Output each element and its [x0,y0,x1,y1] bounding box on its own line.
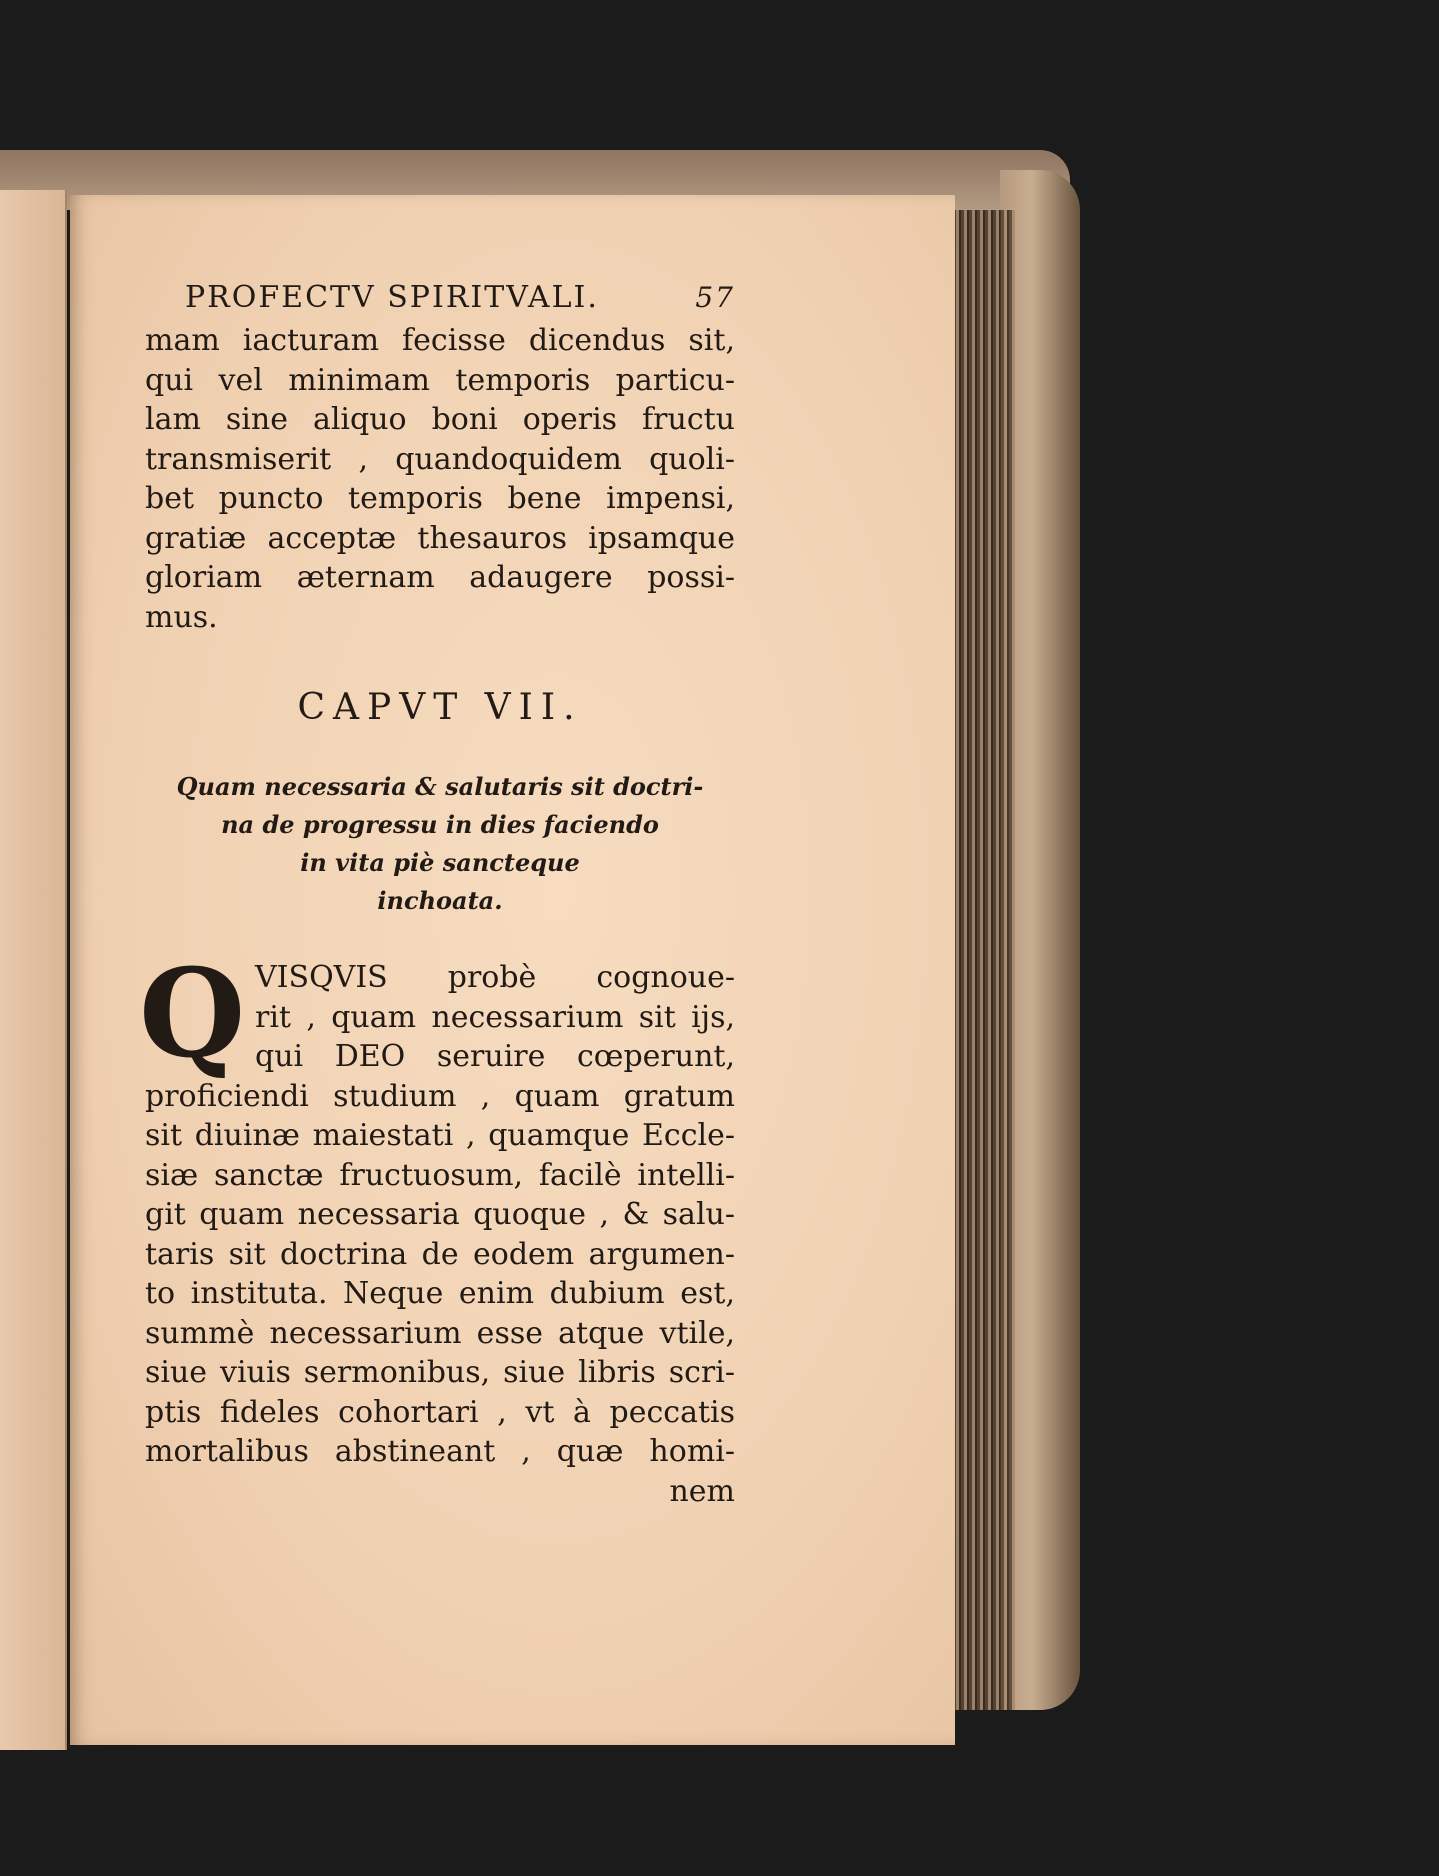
chapter-paragraph [139,941,735,1511]
drop-cap-initial: Q [139,941,246,1085]
subtitle-line: Quam necessaria & salutaris sit doctri- [176,772,704,801]
text-line: VISQVIS probè cognoue- [255,960,735,995]
subtitle-line: in vita piè sancteque [300,848,580,877]
left-page-margin [0,190,67,1750]
text-line: sit diuinæ maiestati , quamque Eccle- [145,1118,735,1153]
running-title: PROFECTV SPIRITVALI. [185,280,599,315]
text-line: gratiæ acceptæ thesauros ipsamque [145,520,735,556]
text-line: ptis fideles cohortari , vt à peccatis [145,1394,735,1430]
text-line: proficiendi studium , quam gratum [145,1078,735,1114]
subtitle-line: inchoata. [377,886,503,915]
text-line: taris sit doctrina de eodem argumen- [145,1236,735,1272]
top-paragraph [145,321,735,637]
subtitle-line: na de progressu in dies faciendo [221,810,659,839]
page-text [139,280,735,1511]
text-line: siæ sanctæ fructuosum, facilè intelli- [145,1157,735,1193]
text-line: lam sine aliquo boni operis fructu [145,402,735,437]
text-line: qui DEO seruire cœperunt, [255,1039,735,1074]
catchword: nem [669,1473,735,1509]
text-line: bet puncto temporis bene impensi, [145,481,735,516]
text-line: to instituta. Neque enim dubium est, [145,1276,735,1311]
page-edges [945,210,1015,1710]
text-line: transmiserit , quandoquidem quoli- [145,441,735,477]
page-number: 57 [695,281,735,314]
text-line: mortalibus abstineant , quæ homi- [145,1434,735,1469]
text-line: rit , quam necessarium sit ijs, [255,999,735,1035]
text-line: siue viuis sermonibus, siue libris scri- [145,1355,735,1390]
text-line: mam iacturam fecisse dicendus sit, [145,323,735,358]
running-head [145,280,735,315]
text-line: qui vel minimam temporis particu- [145,362,735,398]
text-line: mus. [145,599,218,635]
text-line: summè necessarium esse atque vtile, [145,1315,735,1351]
text-line: gloriam æternam adaugere possi- [145,560,735,595]
chapter-subtitle [145,768,735,920]
text-line: git quam necessaria quoque , & salu- [145,1197,735,1232]
chapter-heading: CAPVT VII. [297,687,583,728]
